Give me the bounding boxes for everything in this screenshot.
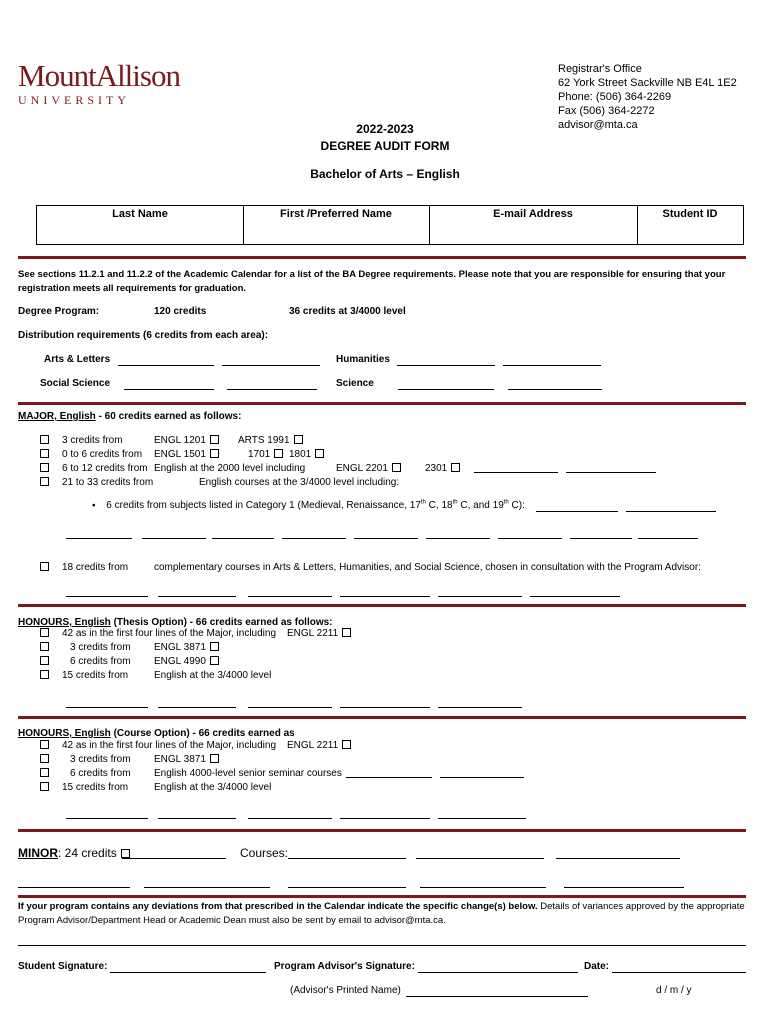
checkbox[interactable] [294,435,303,444]
honours-course-row-2-a: 3 credits from [70,754,131,765]
course-blank[interactable] [158,707,236,708]
checkbox[interactable] [40,656,49,665]
social-blank-2[interactable] [227,389,317,390]
checkbox[interactable] [40,463,49,472]
course-blank[interactable] [498,538,562,539]
course-blank[interactable] [282,538,346,539]
honours-thesis-title [18,617,333,628]
program-title: Bachelor of Arts – English [310,167,460,181]
date-label: Date: [584,961,610,972]
registrar-email: advisor@mta.ca [558,119,638,131]
bullet-icon: • [92,500,96,512]
advisor-printed-name-label: (Advisor's Printed Name) [290,985,401,996]
honours-thesis-rest: (Thesis Option) - 66 credits earned as follows: [110,617,333,628]
course-blank[interactable] [144,887,270,888]
major-row-1-a: 3 credits from [62,435,123,446]
science-label: Science [336,378,374,389]
university-logo [18,60,180,108]
course-blank[interactable] [66,596,148,597]
minor-course-blank-2[interactable] [416,858,544,859]
major-2000-blank-2[interactable] [566,472,656,473]
major-row-4-b: English courses at the 3/4000 level including: [199,477,400,488]
minor-blank[interactable] [122,858,226,859]
section-divider [18,402,746,405]
complementary-b: complementary courses in Arts & Letters, Humanities, and Social Science, chosen in consultation with the Program Advisor: [154,562,701,573]
intro-text: See sections 11.2.1 and 11.2.2 of the Academic Calendar for a list of the BA Degree requirements. Please note that you are responsible for ensuring that your registration meets all requirements for graduation. [18,269,726,294]
course-blank[interactable] [420,887,546,888]
checkbox[interactable] [40,477,49,486]
checkbox[interactable] [342,628,351,637]
checkbox[interactable] [210,754,219,763]
category-bullet [92,500,525,511]
honours-course-row-1-b: ENGL 2211 [287,740,351,751]
course-blank[interactable] [438,596,522,597]
arts-label: Arts & Letters [44,354,111,365]
honours-course-row-4-a: 15 credits from [62,782,129,793]
deviation-details: Details of variances approved by the appropriate Program Advisor/Department Head or Academic Dean must also be sent by email to advisor@mta.ca. [18,901,745,926]
seminar-blank-2[interactable] [440,777,524,778]
minor-title: MINOR [18,846,58,860]
course-blank[interactable] [248,707,332,708]
honours-thesis-row-4-a: 15 credits from [62,670,129,681]
humanities-blank-2[interactable] [503,365,601,366]
deviation-note [18,900,748,928]
course-blank[interactable] [142,538,206,539]
section-divider [18,895,746,898]
humanities-label: Humanities [336,354,390,365]
category-blank-2[interactable] [626,511,716,512]
category-blank-1[interactable] [536,511,618,512]
checkbox[interactable] [40,562,49,571]
date-format-hint: d / m / y [656,985,692,996]
seminar-blank-1[interactable] [346,777,432,778]
logo-subtitle: UNIVERSITY [18,93,130,107]
degree-credits: 120 credits [154,306,207,317]
major-title [18,411,241,422]
minor-course-blank-1[interactable] [288,858,406,859]
course-blank[interactable] [638,538,698,539]
checkbox[interactable] [210,656,219,665]
email-header: E-mail Address [493,208,573,220]
minor-course-blank-3[interactable] [556,858,680,859]
deviation-blank[interactable] [18,945,746,946]
honours-thesis-row-3-a: 6 credits from [70,656,131,667]
checkbox[interactable] [210,449,219,458]
honours-thesis-row-1-b: ENGL 2211 [287,628,351,639]
student-info-table [36,205,744,245]
checkbox[interactable] [40,670,49,679]
logo-wordmark: MountAllison [18,58,180,93]
honours-course-row-2-b: ENGL 3871 [154,754,219,765]
course-blank[interactable] [66,707,148,708]
student-id-header: Student ID [662,208,718,220]
major-row-2-d: 1801 [289,449,324,460]
checkbox[interactable] [40,435,49,444]
course-blank[interactable] [66,818,148,819]
degree-level: 36 credits at 3/4000 level [289,306,406,317]
complementary-a: 18 credits from [62,562,129,573]
checkbox[interactable] [121,849,130,858]
checkbox[interactable] [210,642,219,651]
checkbox[interactable] [210,435,219,444]
form-year: 2022-2023 [356,122,414,136]
major-title-rest: - 60 credits earned as follows: [95,411,242,422]
course-blank[interactable] [354,538,418,539]
minor-label [18,846,130,860]
course-blank[interactable] [438,707,522,708]
section-divider [18,829,746,832]
registrar-phone: Phone: (506) 364-2269 [558,91,672,103]
checkbox[interactable] [40,642,49,651]
category-text: 6 credits from subjects listed in Category 1 (Medieval, Renaissance, 17th C, 18th C, and 19th C): [106,500,525,512]
minor-courses-label: Courses: [240,846,289,860]
course-blank[interactable] [426,538,490,539]
checkbox[interactable] [40,740,49,749]
registrar-office: Registrar's Office [558,63,642,75]
honours-course-rest: (Course Option) - 66 credits earned as [110,728,295,739]
course-blank[interactable] [340,818,430,819]
section-divider [18,716,746,719]
course-blank[interactable] [248,818,332,819]
checkbox[interactable] [342,740,351,749]
course-blank[interactable] [438,818,526,819]
checkbox[interactable] [40,754,49,763]
checkbox[interactable] [40,628,49,637]
registrar-address: 62 York Street Sackville NB E4L 1E2 [558,77,737,89]
advisor-signature-label: Program Advisor's Signature: [274,961,415,972]
course-blank[interactable] [288,887,406,888]
checkbox[interactable] [40,768,49,777]
major-row-3-c: ENGL 2201 [336,463,401,474]
checkbox[interactable] [274,449,283,458]
course-blank[interactable] [530,596,620,597]
science-blank-1[interactable] [398,389,494,390]
advisor-printed-name-field[interactable] [406,996,588,997]
major-row-4-a: 21 to 33 credits from [62,477,154,488]
distribution-title: Distribution requirements (6 credits from each area): [18,330,269,341]
honours-course-name: HONOURS, English [18,728,111,739]
major-row-3-b: English at the 2000 level including [154,463,306,474]
checkbox[interactable] [315,449,324,458]
advisor-signature-field[interactable] [418,972,578,973]
honours-course-row-4-b: English at the 3/4000 level [154,782,272,793]
social-label: Social Science [40,378,111,389]
course-blank[interactable] [248,596,332,597]
honours-thesis-row-4-b: English at the 3/4000 level [154,670,272,681]
honours-thesis-name: HONOURS, English [18,617,111,628]
honours-course-row-3-b: English 4000-level senior seminar courses [154,768,342,779]
honours-thesis-row-1-a: 42 as in the first four lines of the Major, including [62,628,277,639]
course-blank[interactable] [340,707,430,708]
honours-course-title [18,728,295,739]
checkbox[interactable] [451,463,460,472]
major-row-3-a: 6 to 12 credits from [62,463,148,474]
course-blank[interactable] [212,538,274,539]
course-blank[interactable] [158,596,236,597]
major-row-1-b: ENGL 1201 [154,435,219,446]
major-row-2-c: 1701 [248,449,283,460]
honours-course-row-3-a: 6 credits from [70,768,131,779]
science-blank-2[interactable] [508,389,602,390]
course-blank[interactable] [66,538,132,539]
checkbox[interactable] [40,782,49,791]
course-blank[interactable] [340,596,430,597]
major-title-name: MAJOR, English [18,411,96,422]
course-blank[interactable] [570,538,632,539]
form-title: DEGREE AUDIT FORM [320,139,450,153]
course-blank[interactable] [18,887,130,888]
major-2000-blank-1[interactable] [474,472,558,473]
social-blank-1[interactable] [124,389,214,390]
major-row-1-c: ARTS 1991 [238,435,303,446]
date-field[interactable] [612,972,746,973]
student-signature-field[interactable] [110,972,266,973]
checkbox[interactable] [40,449,49,458]
checkbox[interactable] [392,463,401,472]
deviation-bold: If your program contains any deviations from that prescribed in the Calendar indicate the specific change(s) below. [18,901,538,912]
honours-thesis-row-2-b: ENGL 3871 [154,642,219,653]
humanities-blank-1[interactable] [397,365,495,366]
major-row-2-a: 0 to 6 credits from [62,449,143,460]
minor-credits: : 24 credits [58,846,117,860]
first-name-header: First /Preferred Name [280,208,392,220]
major-row-2-b: ENGL 1501 [154,449,219,460]
arts-blank-1[interactable] [118,365,214,366]
last-name-header: Last Name [112,208,168,220]
arts-blank-2[interactable] [222,365,320,366]
registrar-fax: Fax (506) 364-2272 [558,105,655,117]
student-signature-label: Student Signature: [18,961,108,972]
honours-thesis-row-2-a: 3 credits from [70,642,131,653]
section-divider [18,256,746,259]
course-blank[interactable] [158,818,236,819]
course-blank[interactable] [564,887,684,888]
major-row-3-d: 2301 [425,463,460,474]
degree-label: Degree Program: [18,306,100,317]
honours-thesis-row-3-b: ENGL 4990 [154,656,219,667]
honours-course-row-1-a: 42 as in the first four lines of the Major, including [62,740,277,751]
section-divider [18,604,746,607]
